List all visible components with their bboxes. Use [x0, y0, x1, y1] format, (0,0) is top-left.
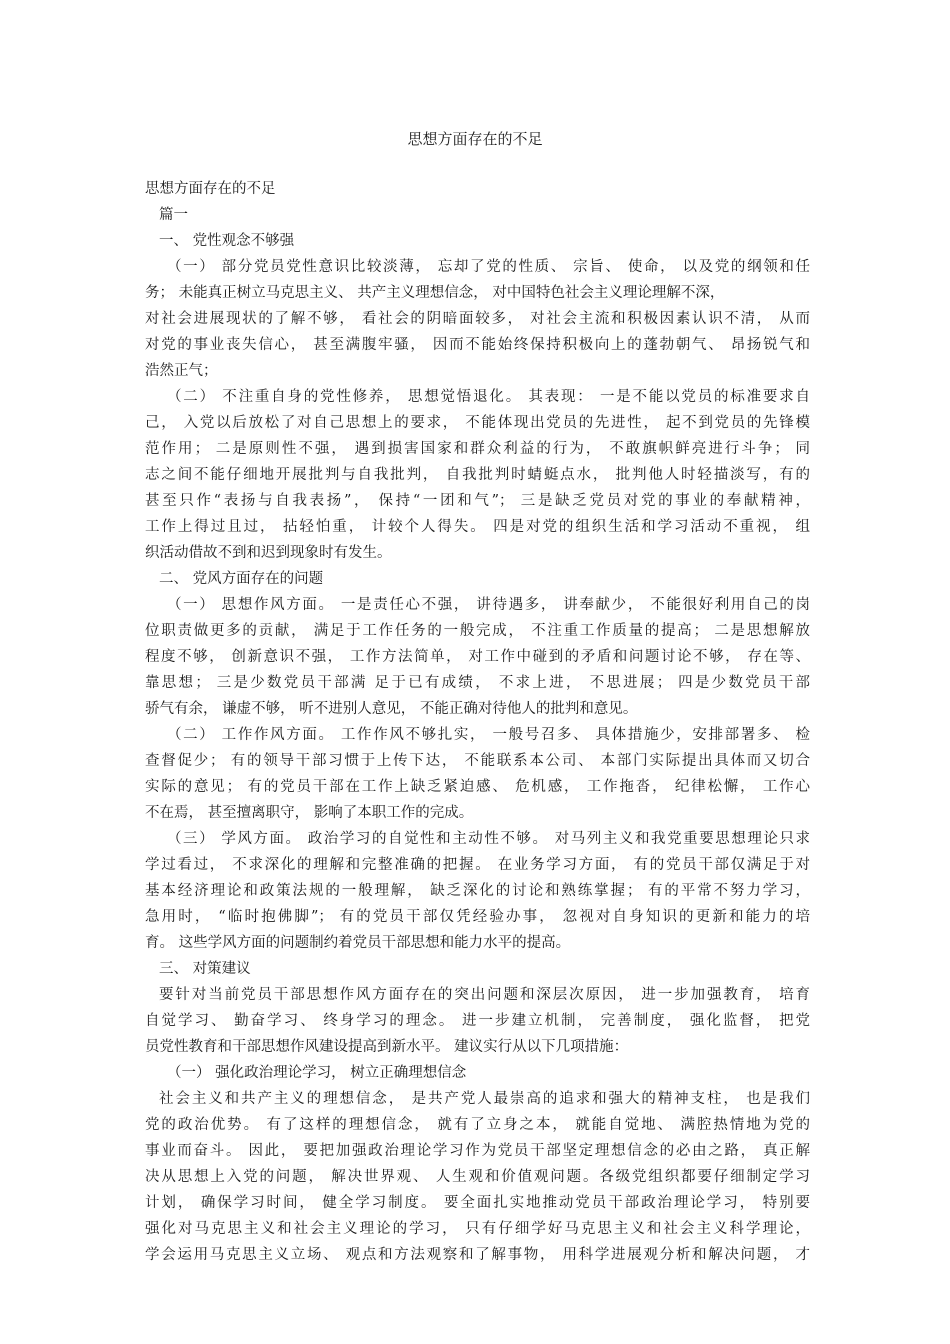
text-line: 不在焉， 甚至擅离职守， 影响了本职工作的完成。: [145, 805, 474, 821]
text-line: 事业而奋斗。 因此， 要把加强政治理论学习作为党员干部坚定理想信念的必由之路， 真正解: [145, 1143, 810, 1159]
text-line: 甚至只作“表扬与自我表扬”， 保持“一团和气”； 三是缺乏党员对党的事业的奉献精神，: [145, 493, 810, 509]
text-line: 思想方面存在的不足: [145, 181, 276, 197]
text-line: 党的政治优势。 有了这样的理想信念， 就有了立身之本， 就能自觉地、 满腔热情地为党的: [145, 1117, 810, 1133]
text-line: 学会运用马克思主义立场、 观点和方法观察和了解事物， 用科学进展观分析和解决问题， 才: [145, 1247, 810, 1263]
text-line: 员党性教育和干部思想作风建设提高到新水平。 建议实行从以下几项措施：: [145, 1039, 629, 1055]
text-line: 育。 这些学风方面的问题制约着党员干部思想和能力水平的提高。: [145, 935, 571, 951]
text-line: 骄气有余， 谦虚不够， 听不进别人意见， 不能正确对待他人的批判和意见。: [145, 701, 638, 717]
text-line: 要针对当前党员干部思想作风方面存在的突出问题和深层次原因， 进一步加强教育， 培育: [159, 987, 810, 1003]
text-line: 范作用； 二是原则性不强， 遇到损害国家和群众利益的行为， 不敢旗帜鲜亮进行斗争； 同: [145, 441, 810, 457]
text-line: 对党的事业丧失信心， 甚至满腹牢骚， 因而不能始终保持积极向上的蓬勃朝气、 昂扬锐气和: [145, 337, 810, 353]
text-line: 务； 未能真正树立马克思主义、 共产主义理想信念， 对中国特色社会主义理论理解不深，: [145, 285, 725, 301]
text-line: 二、 党风方面存在的问题: [159, 571, 324, 587]
text-line: 织活动借故不到和迟到现象时有发生。: [145, 545, 392, 561]
text-line: 强化对马克思主义和社会主义理论的学习， 只有仔细学好马克思主义和社会主义科学理论，: [145, 1221, 810, 1237]
text-line: 三、 对策建议: [159, 961, 251, 977]
text-line: 志之间不能仔细地开展批判与自我批判， 自我批判时蜻蜓点水， 批判他人时轻描淡写，有的: [145, 467, 810, 483]
document-body: [145, 176, 810, 1268]
text-line: 对社会进展现状的了解不够， 看社会的阴暗面较多， 对社会主流和积极因素认识不清， 从而: [145, 311, 810, 327]
text-line: 计划， 确保学习时间， 健全学习制度。 要全面扎实地推动党员干部政治理论学习， 特别要: [145, 1195, 810, 1211]
text-line: 急用时， “临时抱佛脚”； 有的党员干部仅凭经验办事， 忽视对自身知识的更新和能力的培: [145, 909, 810, 925]
text-line: 实际的意见； 有的党员干部在工作上缺乏紧迫感、 危机感， 工作拖沓， 纪律松懈， 工作心: [145, 779, 810, 795]
text-line: （二） 工作作风方面。 工作作风不够扎实， 一般号召多、 具体措施少，安排部署多、 检: [167, 727, 810, 743]
text-line: 靠思想； 三是少数党员干部满 足于已有成绩， 不求上进， 不思进展； 四是少数党员干部: [145, 675, 810, 691]
text-line: （二） 不注重自身的党性修养， 思想觉悟退化。 其表现： 一是不能以党员的标准要求自: [167, 389, 810, 405]
text-line: 己， 入党以后放松了对自己思想上的要求， 不能体现出党员的先进性， 起不到党员的先锋模: [145, 415, 810, 431]
text-line: 查督促少； 有的领导干部习惯于上传下达， 不能联系本公司、 本部门实际提出具体而又切合: [145, 753, 810, 769]
text-line: 学过看过， 不求深化的理解和完整准确的把握。 在业务学习方面， 有的党员干部仅满足于对: [145, 857, 810, 873]
text-line: （三） 学风方面。 政治学习的自觉性和主动性不够。 对马列主义和我党重要思想理论只求: [167, 831, 810, 847]
text-line: 自觉学习、 勤奋学习、 终身学习的理念。 进一步建立机制， 完善制度， 强化监督， 把党: [145, 1013, 810, 1029]
text-line: （一） 强化政治理论学习， 树立正确理想信念: [167, 1065, 467, 1081]
text-line: （一） 部分党员党性意识比较淡薄， 忘却了党的性质、 宗旨、 使命， 以及党的纲领和任: [167, 259, 810, 275]
text-line: 浩然正气；: [145, 363, 218, 379]
text-line: 篇一: [159, 207, 188, 223]
text-line: 程度不够， 创新意识不强， 工作方法简单， 对工作中碰到的矛盾和问题讨论不够， 存在等、: [145, 649, 810, 665]
text-line: 工作上得过且过， 拈轻怕重， 计较个人得失。 四是对党的组织生活和学习活动不重视， 组: [145, 519, 810, 535]
text-line: 基本经济理论和政策法规的一般理解， 缺乏深化的讨论和熟练掌握； 有的平常不努力学习，: [145, 883, 810, 899]
text-line: 决从思想上入党的问题， 解决世界观、 人生观和价值观问题。各级党组织都要仔细制定学习: [145, 1169, 810, 1185]
text-line: （一） 思想作风方面。 一是责任心不强， 讲待遇多， 讲奉献少， 不能很好利用自己的岗: [167, 597, 810, 613]
document-title: 思想方面存在的不足: [407, 130, 543, 148]
text-line: 社会主义和共产主义的理想信念， 是共产党人最崇高的追求和强大的精神支柱， 也是我们: [159, 1091, 810, 1107]
text-line: 一、 党性观念不够强: [159, 233, 295, 249]
text-line: 位职责做更多的贡献， 满足于工作任务的一般完成， 不注重工作质量的提高； 二是思想解放: [145, 623, 810, 639]
